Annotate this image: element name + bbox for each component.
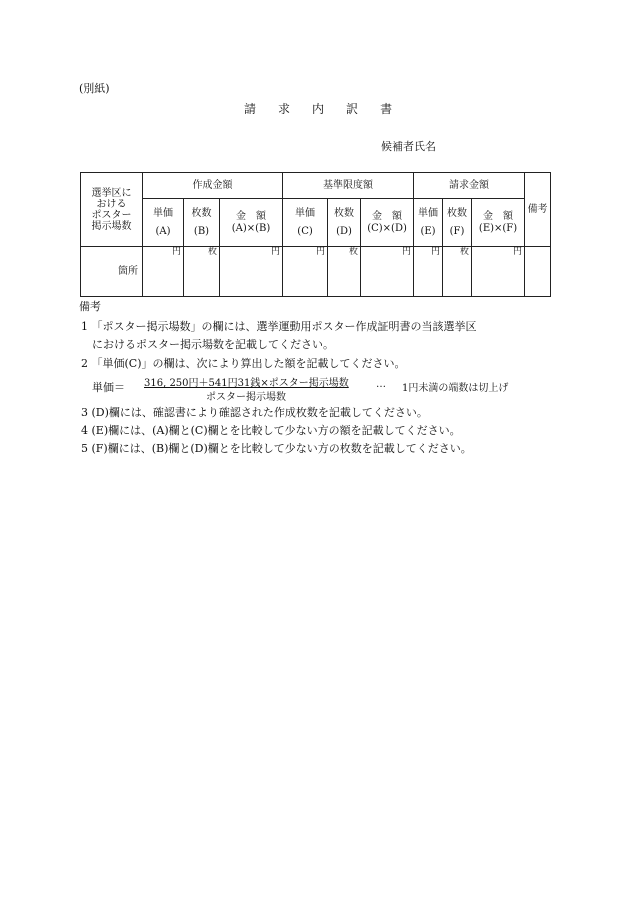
row-head-line: おける <box>96 198 127 210</box>
document-title <box>244 100 414 117</box>
amount-axb-header <box>220 199 283 247</box>
note-2: 2 「単価(C)」の欄は、次により算出した額を記載してください。 <box>81 357 406 370</box>
col-b-label: (B) <box>193 225 210 237</box>
places-cell[interactable] <box>81 247 143 297</box>
production-amount-header: 作成金額 <box>143 173 283 199</box>
title-char: 内 <box>312 102 325 116</box>
polling-area-header <box>81 173 143 247</box>
unit-price-label: 単価 <box>295 208 316 219</box>
note-4: 4 (E)欄には、(A)欄と(C)欄とを比較して少ない方の額を記載してください。 <box>81 424 461 437</box>
title-char: 書 <box>380 102 393 116</box>
amount-label: 金 額 <box>372 211 403 222</box>
sheet-label: (別紙) <box>79 82 110 95</box>
count-f-header <box>443 199 472 247</box>
notes-heading: 備考 <box>79 300 101 313</box>
places-unit: 箇所 <box>118 265 138 277</box>
formula-denominator: ポスター掲示場数 <box>206 392 286 403</box>
count-label: 枚数 <box>191 208 212 219</box>
note-5: 5 (F)欄には、(B)欄と(D)欄とを比較して少ない方の枚数を記載してください。 <box>81 442 472 455</box>
row-head-line: 選挙区に <box>91 187 132 199</box>
note-3: 3 (D)欄には、確認書により確認された作成枚数を記載してください。 <box>81 406 428 419</box>
standard-limit-header: 基準限度額 <box>283 173 414 199</box>
candidate-name-label: 候補者氏名 <box>381 140 436 153</box>
count-f-cell[interactable]: 枚 <box>443 247 472 297</box>
count-d-cell[interactable]: 枚 <box>328 247 361 297</box>
unit-price-e-header <box>414 199 443 247</box>
col-a-label: (A) <box>155 225 171 237</box>
row-head-line: 掲示場数 <box>91 220 132 232</box>
amount-label: 金 額 <box>483 211 514 222</box>
rounding-rule: 1円未満の端数は切上げ <box>402 383 509 394</box>
amount-exf-header <box>472 199 525 247</box>
unit-price-c-header <box>283 199 328 247</box>
unit-price-c-cell[interactable]: 円 <box>283 247 328 297</box>
billed-amount-header: 請求金額 <box>414 173 525 199</box>
count-d-header <box>328 199 361 247</box>
formula-ellipsis: … <box>376 379 386 390</box>
unit-price-a-cell[interactable]: 円 <box>143 247 184 297</box>
cxd-label: (C)×(D) <box>367 222 407 234</box>
exf-label: (E)×(F) <box>478 222 518 234</box>
col-c-label: (C) <box>297 225 313 237</box>
count-b-header <box>184 199 220 247</box>
col-e-label: (E) <box>420 225 436 237</box>
unit-price-e-cell[interactable]: 円 <box>414 247 443 297</box>
remarks-header: 備考 <box>525 173 551 247</box>
remarks-cell[interactable] <box>525 247 551 297</box>
amount-cxd-header <box>361 199 414 247</box>
col-d-label: (D) <box>336 225 352 237</box>
amount-label: 金 額 <box>236 211 267 222</box>
amount-cxd-cell[interactable]: 円 <box>361 247 414 297</box>
title-char: 訳 <box>346 102 359 116</box>
amount-axb-cell[interactable]: 円 <box>220 247 283 297</box>
formula-numerator: 316, 250円＋541円31銭×ポスター掲示場数 <box>144 378 349 389</box>
unit-price-label: 単価 <box>153 208 173 219</box>
count-label: 枚数 <box>334 208 355 219</box>
title-char: 求 <box>278 102 291 116</box>
row-head-line: ポスター <box>91 209 132 221</box>
amount-exf-cell[interactable]: 円 <box>472 247 525 297</box>
count-label: 枚数 <box>447 208 468 219</box>
billing-breakdown-table <box>80 172 551 297</box>
formula-label: 単価＝ <box>92 381 125 394</box>
title-char: 請 <box>244 102 257 116</box>
count-b-cell[interactable]: 枚 <box>184 247 220 297</box>
note-1-line-1: 1 「ポスター掲示場数」の欄には、選挙運動用ポスター作成証明書の当該選挙区 <box>81 320 477 333</box>
unit-price-a-header <box>143 199 184 247</box>
col-f-label: (F) <box>449 225 465 237</box>
unit-price-label: 単価 <box>418 208 439 219</box>
note-1-line-2: におけるポスター掲示場数を記載してください。 <box>92 338 334 351</box>
axb-label: (A)×(B) <box>231 222 271 234</box>
